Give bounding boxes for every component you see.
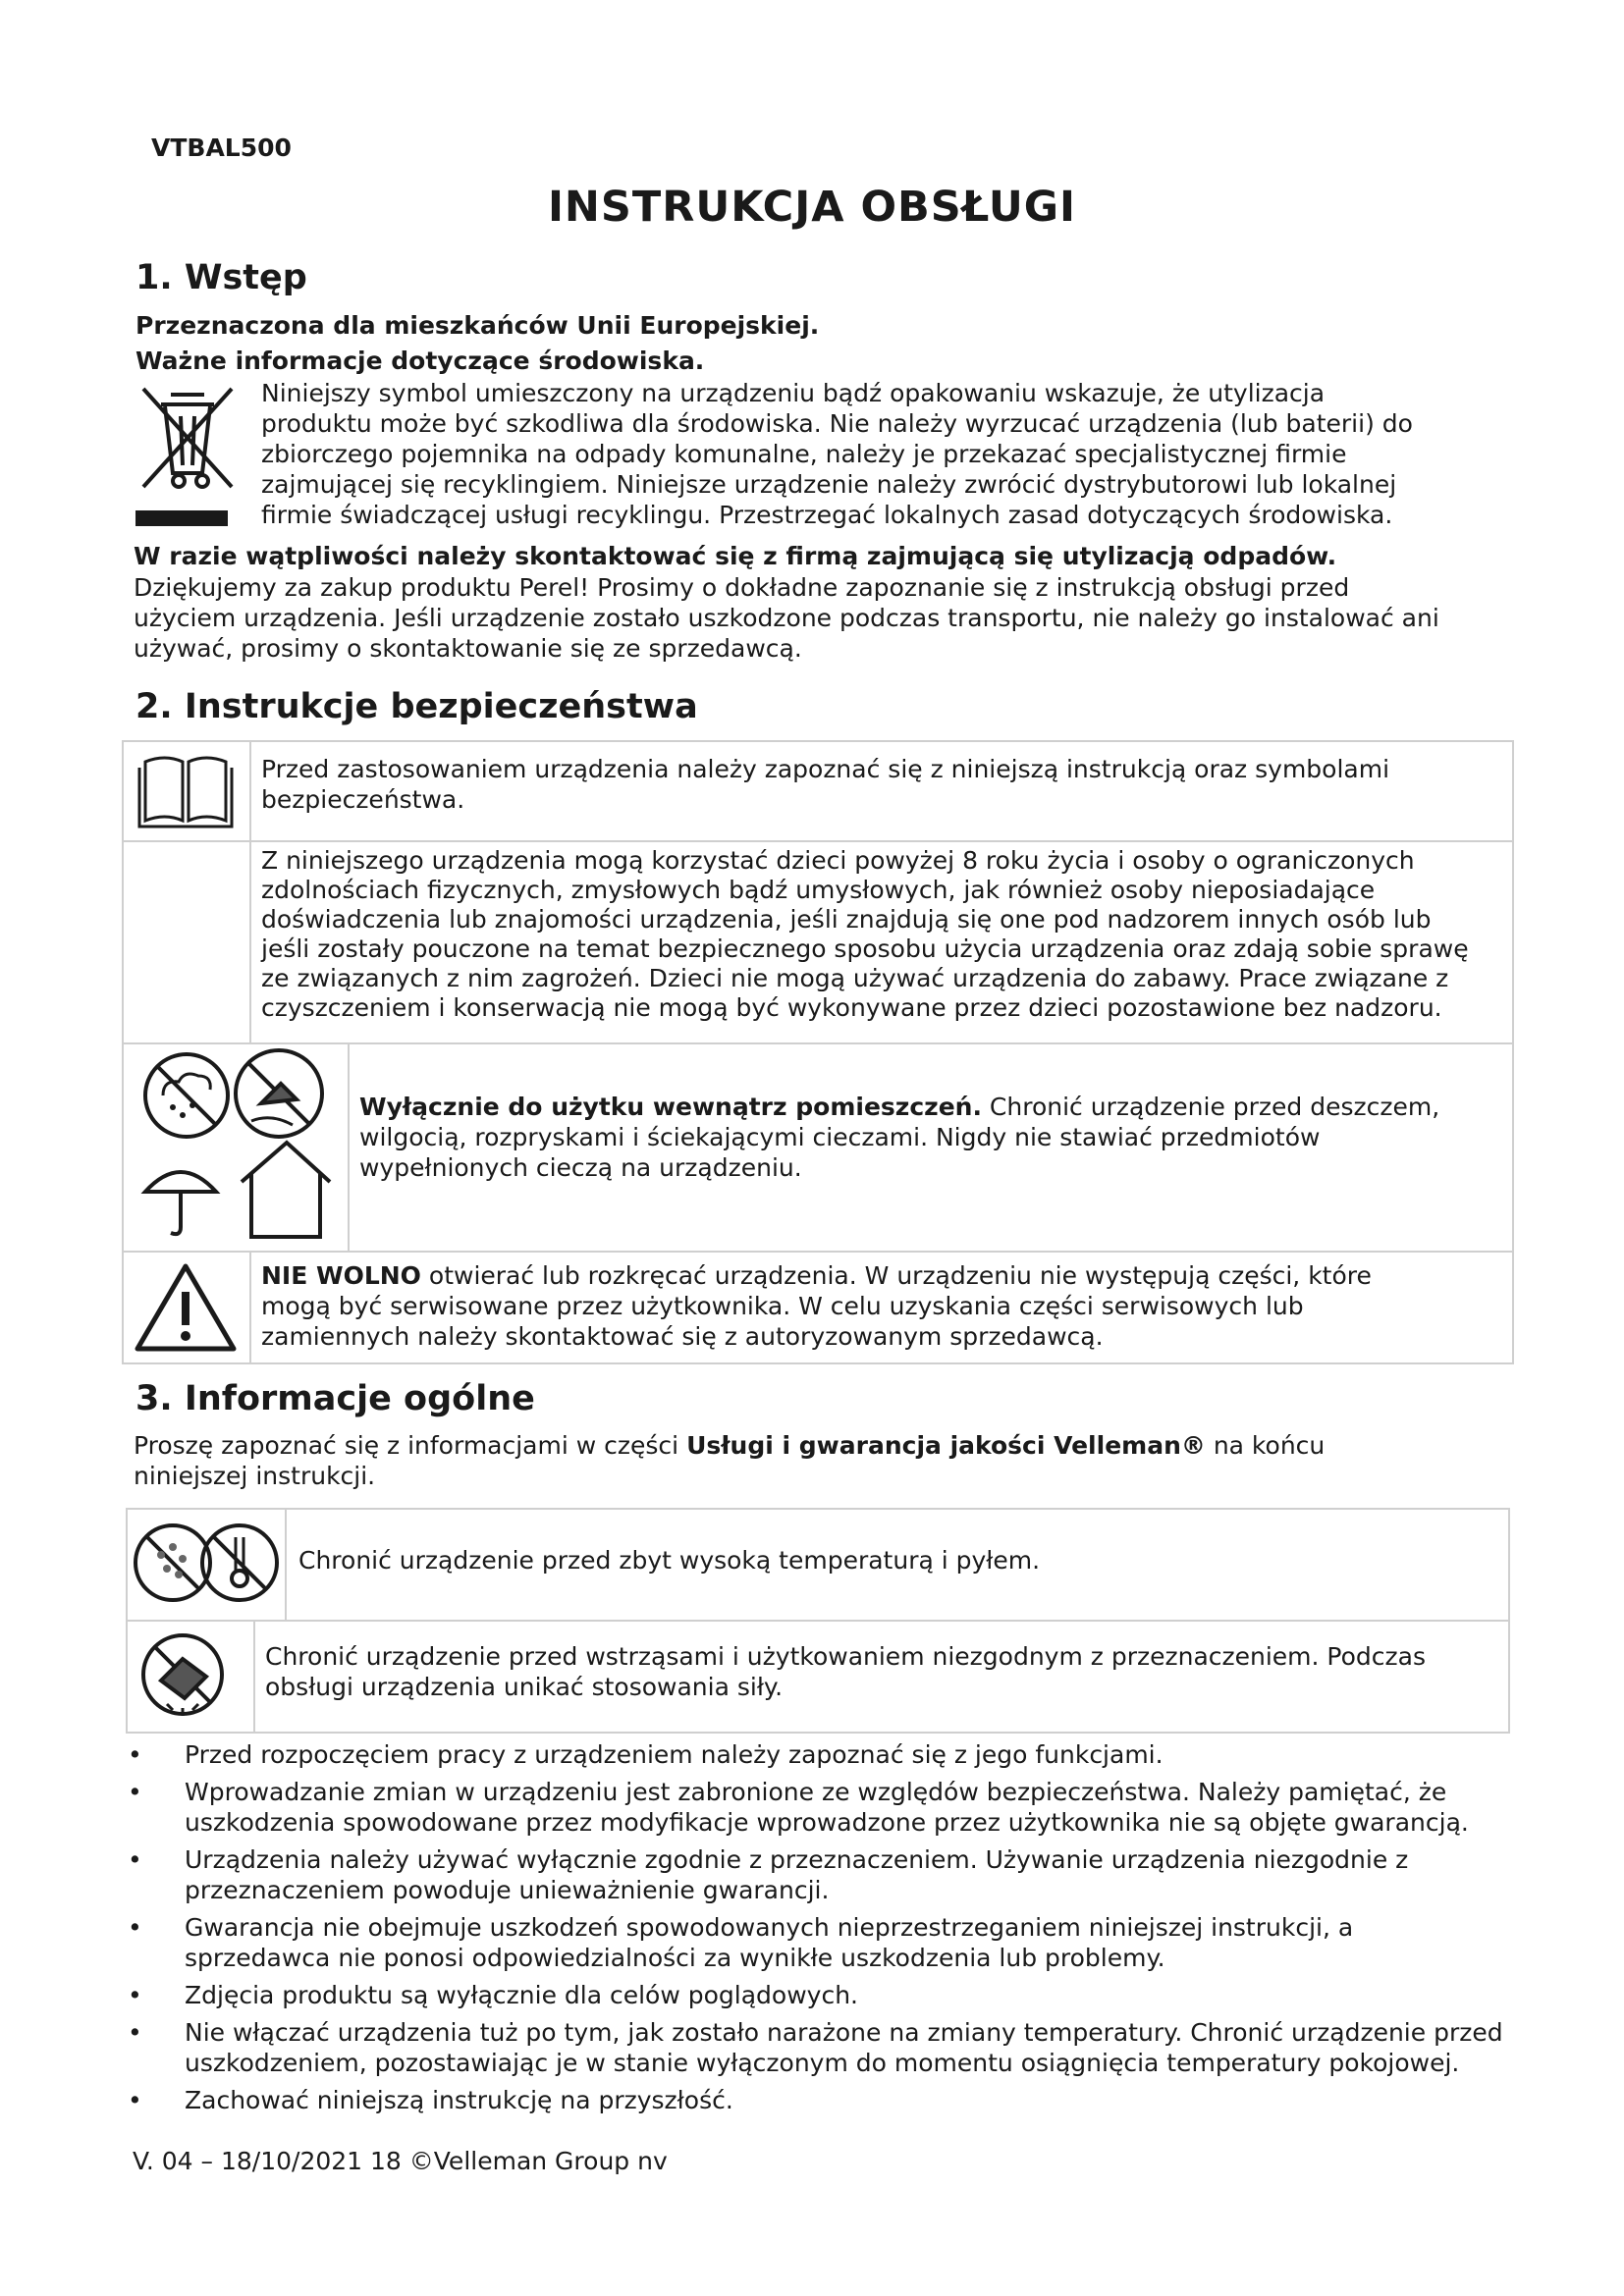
indoor-first-line <box>359 1092 1512 1122</box>
safety-table <box>122 740 1514 1364</box>
intro-post: na końcu <box>1205 1431 1326 1460</box>
thanks-paragraph <box>134 572 1439 664</box>
safety-text-line: wilgocią, rozpryskami i ściekającymi cieczami. Nigdy nie stawiać przedmiotów <box>359 1123 1321 1151</box>
weee-line: firmie świadczącej usługi recyklingu. Przestrzegać lokalnych zasad dotyczących środowiska. <box>261 501 1393 529</box>
environment-heading: Ważne informacje dotyczące środowiska. <box>135 347 705 375</box>
general-row-shock <box>127 1621 1509 1733</box>
page-footer: V. 04 – 18/10/2021 18 ©Velleman Group nv <box>133 2147 668 2175</box>
weee-bin-icon <box>135 383 240 530</box>
list-item-line: Zachować niniejszą instrukcję na przyszłość. <box>185 2086 733 2114</box>
list-item-line: Urządzenia należy używać wyłącznie zgodnie z przeznaczeniem. Używanie urządzenia niezgodnie z <box>185 1845 1409 1874</box>
intro-line <box>134 1430 1325 1461</box>
text-cell <box>349 1043 1513 1252</box>
safety-text-line: zdolnościach fizycznych, zmysłowych bądź umysłowych, jak również osoby nieposiadające <box>261 876 1376 904</box>
icon-cell <box>123 1252 250 1363</box>
warning-triangle-icon <box>124 1253 247 1359</box>
safety-text-line: ze związanych z nim zagrożeń. Dzieci nie mogą używać urządzenia do zabawy. Prace związane z <box>261 964 1449 992</box>
do-not-open-first-line <box>261 1260 1512 1291</box>
thanks-line: używać, prosimy o skontaktowanie się ze sprzedawcą. <box>134 634 802 663</box>
safety-text-line: jeśli zostały pouczone na temat bezpiecznego sposobu użycia urządzenia oraz zdają sobie sprawę <box>261 934 1469 963</box>
manual-book-icon <box>124 742 247 836</box>
safety-text-line: wypełnionych cieczą na urządzeniu. <box>359 1153 802 1182</box>
velleman-service-reference: Usługi i gwarancja jakości Velleman® <box>686 1431 1206 1460</box>
safety-row-do-not-open <box>123 1252 1513 1363</box>
list-item-line: Przed rozpoczęciem pracy z urządzeniem należy zapoznać się z jego funkcjami. <box>185 1740 1164 1769</box>
icon-cell <box>123 741 250 841</box>
bullet-glyph: • <box>128 1913 142 1942</box>
list-item-line: Zdjęcia produktu są wyłącznie dla celów poglądowych. <box>185 1981 858 2009</box>
section-2-heading: 2. Instrukcje bezpieczeństwa <box>135 687 698 726</box>
weee-paragraph <box>261 378 1413 530</box>
list-item <box>128 1777 1502 1838</box>
safety-text-line: doświadczenia lub znajomości urządzenia, jeśli znajdują się one pod nadzorem innych osób lub <box>261 905 1432 934</box>
text-cell <box>254 1621 1509 1733</box>
model-number: VTBAL500 <box>151 133 292 162</box>
list-item-line: Nie włączać urządzenia tuż po tym, jak zostało narażone na zmiany temperatury. Chronić urządzenie przed <box>185 2018 1503 2047</box>
do-not-open-bold: NIE WOLNO <box>261 1261 421 1290</box>
thanks-line: Dziękujemy za zakup produktu Perel! Prosimy o dokładne zapoznanie się z instrukcją obsługi przed <box>134 573 1350 602</box>
text-cell <box>286 1509 1509 1621</box>
list-item-line: przeznaczeniem powoduje unieważnienie gwarancji. <box>185 1876 830 1904</box>
list-item-line: uszkodzeniem, pozostawiając je w stanie wyłączonym do momentu osiągnięcia temperatury pokojowej. <box>185 2049 1460 2077</box>
list-item-line: Wprowadzanie zmian w urządzeniu jest zabronione ze względów bezpieczeństwa. Należy pamiętać, że <box>185 1778 1447 1806</box>
shock-text-line: Chronić urządzenie przed wstrząsami i użytkowaniem niezgodnym z przeznaczeniem. Podczas <box>265 1642 1426 1671</box>
list-item-line: sprzedawca nie ponosi odpowiedzialności za wynikłe uszkodzenia lub problemy. <box>185 1944 1165 1972</box>
safety-text-line: Z niniejszego urządzenia mogą korzystać dzieci powyżej 8 roku życia i osoby o ograniczonych <box>261 846 1415 875</box>
text-cell <box>250 841 1513 1043</box>
weee-line: produktu może być szkodliwa dla środowiska. Nie należy wyrzucać urządzenia (lub baterii) do <box>261 409 1413 438</box>
intro-line-2: niniejszej instrukcji. <box>134 1462 376 1490</box>
do-not-open-rest: otwierać lub rozkręcać urządzenia. W urządzeniu nie występują części, które <box>420 1261 1372 1290</box>
indoor-use-icons <box>124 1044 346 1247</box>
safety-text-line: zamiennych należy skontaktować się z autoryzowanym sprzedawcą. <box>261 1322 1104 1351</box>
icon-cell-empty <box>123 841 250 1043</box>
safety-row-indoor <box>123 1043 1513 1252</box>
bullet-glyph: • <box>128 1740 142 1769</box>
list-item <box>128 1912 1502 1973</box>
bullet-glyph: • <box>128 1845 142 1874</box>
eu-residents-line: Przeznaczona dla mieszkańców Unii Europejskiej. <box>135 311 820 340</box>
intro-pre: Proszę zapoznać się z informacjami w części <box>134 1431 687 1460</box>
text-cell <box>250 741 1513 841</box>
weee-line: Niniejszy symbol umieszczony na urządzeniu bądź opakowaniu wskazuje, że utylizacja <box>261 379 1326 407</box>
list-item <box>128 2017 1502 2078</box>
shock-text-line: obsługi urządzenia unikać stosowania siły. <box>265 1673 784 1701</box>
list-item <box>128 1980 1502 2010</box>
section-3-heading: 3. Informacje ogólne <box>135 1379 535 1418</box>
weee-line: zbiorczego pojemnika na odpady komunalne, należy je przekazać specjalistycznej firmie <box>261 440 1347 468</box>
icon-cell <box>127 1509 286 1621</box>
indoor-rest-phrase: Chronić urządzenie przed deszczem, <box>981 1093 1440 1121</box>
weee-line: zajmującej się recyklingiem. Niniejsze urządzenie należy zwrócić dystrybutorowi lub lokalnej <box>261 470 1397 499</box>
indoor-bold-phrase: Wyłącznie do użytku wewnątrz pomieszczeń. <box>359 1093 982 1121</box>
list-item <box>128 2085 1502 2115</box>
safety-row-children <box>123 841 1513 1043</box>
icon-cell <box>127 1621 254 1733</box>
shock-protection-icon <box>128 1622 251 1728</box>
list-item <box>128 1739 1502 1770</box>
rain-drops <box>170 1102 195 1118</box>
bullet-glyph: • <box>128 1981 142 2009</box>
thanks-line: użyciem urządzenia. Jeśli urządzenie zostało uszkodzone podczas transportu, nie należy go instalować ani <box>134 604 1439 632</box>
general-info-intro <box>134 1430 1325 1491</box>
doubt-line: W razie wątpliwości należy skontaktować się z firmą zajmującą się utylizacją odpadów. <box>134 542 1337 570</box>
section-1-heading: 1. Wstęp <box>135 258 307 297</box>
icon-cell <box>123 1043 349 1252</box>
list-item-line: uszkodzenia spowodowane przez modyfikacje wprowadzone przez użytkownika nie są objęte gwarancją. <box>185 1808 1469 1837</box>
bullet-glyph: • <box>128 2086 142 2114</box>
safety-text-line: czyszczeniem i konserwacją nie mogą być wykonywane przez dzieci pozostawione bez nadzoru. <box>261 993 1442 1022</box>
general-info-table <box>126 1508 1510 1734</box>
bullet-glyph: • <box>128 1778 142 1806</box>
safety-text-line: bezpieczeństwa. <box>261 785 465 814</box>
general-row-heat-dust <box>127 1509 1509 1621</box>
safety-row-manual <box>123 741 1513 841</box>
heat-dust-text: Chronić urządzenie przed zbyt wysoką temperaturą i pyłem. <box>298 1546 1041 1575</box>
general-guidelines-list <box>128 1739 1502 2122</box>
safety-text-line: Przed zastosowaniem urządzenia należy zapoznać się z niniejszą instrukcją oraz symbolami <box>261 755 1390 783</box>
document-title: INSTRUKCJA OBSŁUGI <box>547 183 1077 232</box>
text-cell <box>250 1252 1513 1363</box>
bullet-glyph: • <box>128 2018 142 2047</box>
heat-dust-icons <box>128 1510 285 1616</box>
list-item <box>128 1844 1502 1905</box>
safety-text-line: mogą być serwisowane przez użytkownika. W celu uzyskania części serwisowych lub <box>261 1292 1304 1320</box>
list-item-line: Gwarancja nie obejmuje uszkodzeń spowodowanych nieprzestrzeganiem niniejszej instrukcji, a <box>185 1913 1354 1942</box>
